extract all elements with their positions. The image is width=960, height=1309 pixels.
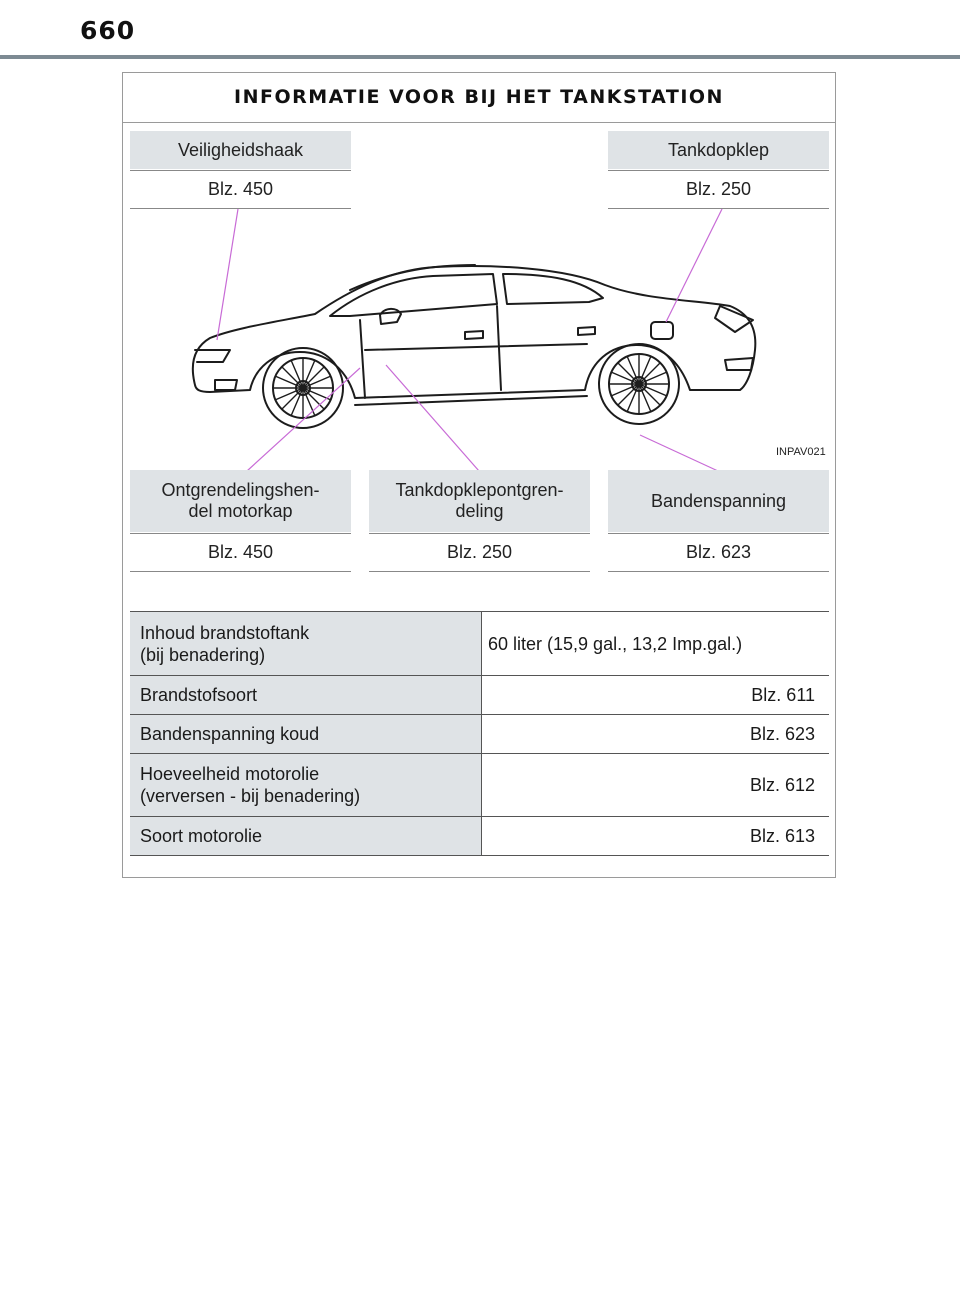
spec-label: Inhoud brandstoftank (bij benadering) (130, 612, 482, 676)
callout-label-fuel-door-opener: Tankdopklepontgren- deling (369, 470, 590, 532)
spec-value: Blz. 612 (482, 754, 830, 817)
table-row (130, 754, 829, 817)
header-rule (0, 55, 960, 59)
spec-value: Blz. 611 (482, 676, 830, 715)
callout-ref-hood-release: Blz. 450 (130, 533, 351, 572)
callout-ref-fuel-door: Blz. 250 (608, 170, 829, 209)
callout-label-tire-pressure: Bandenspanning (608, 470, 829, 532)
spec-value: Blz. 613 (482, 817, 830, 856)
table-row (130, 612, 829, 676)
table-row (130, 715, 829, 754)
spec-label: Hoeveelheid motorolie (verversen - bij benadering) (130, 754, 482, 817)
spec-value: Blz. 623 (482, 715, 830, 754)
callout-label-fuel-door: Tankdopklep (608, 131, 829, 169)
callout-ref-fuel-door-opener: Blz. 250 (369, 533, 590, 572)
fuel-info-table (130, 611, 829, 856)
table-row (130, 676, 829, 715)
section-title: INFORMATIE VOOR BIJ HET TANKSTATION (123, 73, 835, 123)
callout-ref-safety-catch: Blz. 450 (130, 170, 351, 209)
spec-label: Bandenspanning koud (130, 715, 482, 754)
callout-ref-tire-pressure: Blz. 623 (608, 533, 829, 572)
spec-label: Brandstofsoort (130, 676, 482, 715)
callout-label-safety-catch: Veiligheidshaak (130, 131, 351, 169)
page-number: 660 (80, 16, 136, 45)
callout-label-hood-release: Ontgrendelingshen- del motorkap (130, 470, 351, 532)
car-illustration (175, 240, 765, 445)
spec-label: Soort motorolie (130, 817, 482, 856)
image-code: INPAV021 (776, 446, 826, 458)
spec-value: 60 liter (15,9 gal., 13,2 Imp.gal.) (482, 612, 830, 676)
table-row (130, 817, 829, 856)
